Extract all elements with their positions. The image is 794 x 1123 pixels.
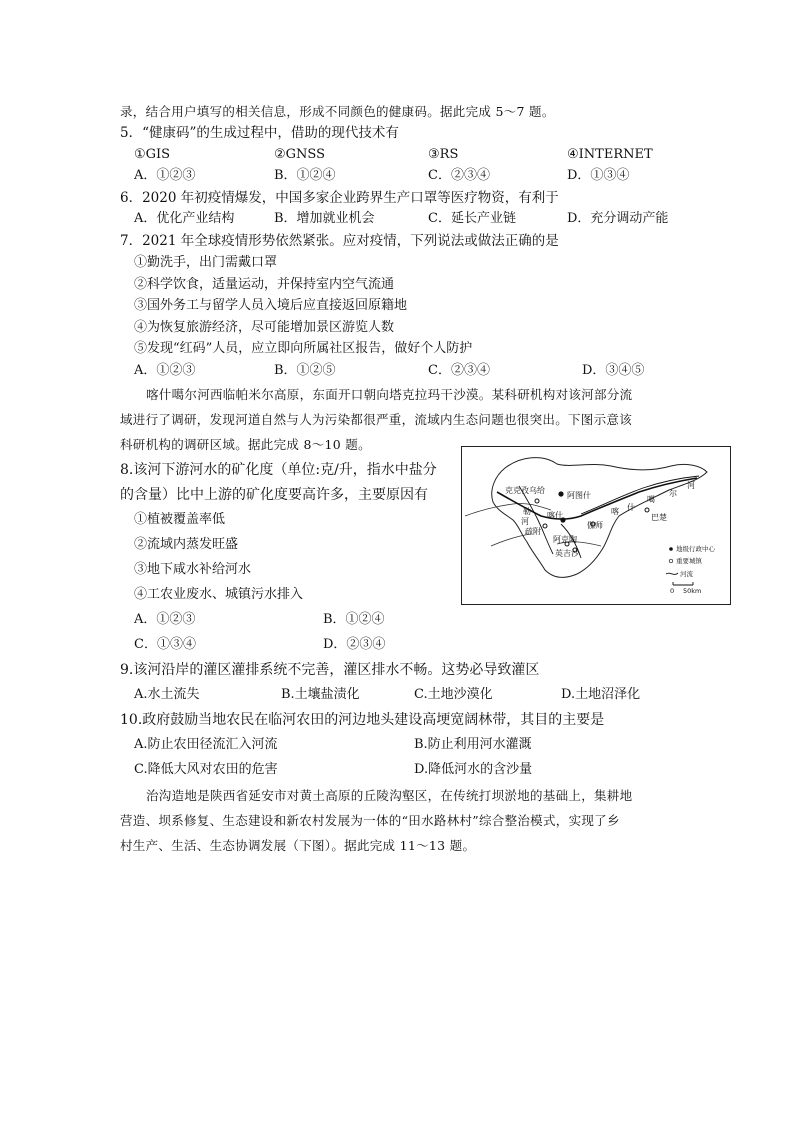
svg-text:地级行政中心: 地级行政中心 <box>676 545 715 553</box>
map-label: 什 <box>627 503 635 512</box>
map-label: 噶 <box>647 495 655 504</box>
city-marker-atushi <box>558 491 563 496</box>
passage-3-line: 治沟造地是陕西省延安市对黄土高原的丘陵沟壑区，在传统打坝淤地的基础上，集耕地 <box>146 788 633 803</box>
q9-option-a: A.水土流失 <box>134 687 200 702</box>
q9-option-c: C.土地沙漠化 <box>414 687 493 702</box>
q6-option-b: B．增加就业机会 <box>274 211 375 226</box>
question-9-stem: 9.该河沿岸的灌区灌排系统不完善，灌区排水不畅。这势必导致灌区 <box>120 662 540 678</box>
svg-text:重要城镇: 重要城镇 <box>676 557 702 565</box>
question-10-stem: 10.政府鼓励当地农民在临河农田的河边地头建设高埂宽阔林带，其目的主要是 <box>120 712 605 728</box>
q5-item: ①GIS <box>134 147 171 162</box>
map-label: 勒 <box>523 507 531 516</box>
q5-option-b: B．①②④ <box>274 168 336 183</box>
map-label: 英吉沙 <box>555 549 579 558</box>
question-5-stem: 5．“健康码”的生成过程中，借助的现代技术有 <box>120 125 399 141</box>
map-label: 河 <box>687 481 695 490</box>
q6-option-a: A．优化产业结构 <box>134 211 235 226</box>
town-marker <box>535 499 539 503</box>
q9-option-b: B.土壤盐渍化 <box>281 687 360 702</box>
map-label: 伽师 <box>587 521 603 530</box>
map-label: 喀什 <box>547 511 563 520</box>
q6-option-c: C．延长产业链 <box>428 211 516 226</box>
map-label: 疏附 <box>525 527 541 536</box>
q9-option-d: D.土地沼泽化 <box>561 687 641 702</box>
intro-tail: 录，结合用户填写的相关信息，形成不同颜色的健康码。据此完成 5～7 题。 <box>120 104 555 119</box>
q7-option-a: A．①②③ <box>134 363 196 378</box>
q8-option-b: B．①②④ <box>323 612 385 627</box>
question-7-stem: 7．2021 年全球疫情形势依然紧张。应对疫情，下列说法或做法正确的是 <box>120 233 559 249</box>
passage-3-line: 营造、坝系修复、生态建设和新农村发展为一体的“田水路林村”综合整治模式，实现了乡 <box>120 813 620 828</box>
map-label: 喀 <box>611 507 619 516</box>
q7-item: ④为恢复旅游经济，尽可能增加景区游览人数 <box>134 320 395 335</box>
q10-option-d: D.降低河水的含沙量 <box>414 762 533 777</box>
q5-item: ③RS <box>428 147 459 162</box>
q7-option-c: C．②③④ <box>428 363 490 378</box>
map-label: 尔 <box>669 489 677 498</box>
svg-text:0: 0 <box>670 587 675 595</box>
q8-item: ③地下咸水补给河水 <box>134 562 252 577</box>
svg-text:50km: 50km <box>683 587 702 595</box>
map-label: 克孜乌给 <box>513 486 545 495</box>
map-label: 阿克陶 <box>553 535 577 544</box>
map-label: 河 <box>521 517 529 526</box>
q10-option-a: A.防止农田径流汇入河流 <box>134 737 278 752</box>
q8-option-d: D．②③④ <box>323 637 386 652</box>
passage-2-line: 喀什噶尔河西临帕米尔高原，东面开口朝向塔克拉玛干沙漠。某科研机构对该河部分流 <box>146 387 633 402</box>
town-marker <box>543 524 547 528</box>
map-label: 巴楚 <box>651 513 667 522</box>
q6-option-d: D．充分调动产能 <box>567 211 669 226</box>
question-8-stem-cont: 的含量）比中上游的矿化度要高许多，主要原因有 <box>120 487 428 503</box>
q7-item: ②科学饮食，适量运动，并保持室内空气流通 <box>134 277 395 292</box>
q8-item: ④工农业废水、城镇污水排入 <box>134 587 304 602</box>
q7-item: ①勤洗手，出门需戴口罩 <box>134 255 278 270</box>
q5-item: ②GNSS <box>274 147 325 162</box>
q5-option-c: C．②③④ <box>428 168 490 183</box>
map-label: 阿图什 <box>567 491 591 500</box>
passage-2-line: 科研机构的调研区域。据此完成 8～10 题。 <box>120 437 371 452</box>
kashgar-river-map <box>461 446 731 605</box>
q7-item: ③国外务工与留学人员入境后应直接返回原籍地 <box>134 298 408 313</box>
map-label: 克 <box>505 486 513 495</box>
q5-item: ④INTERNET <box>567 147 653 162</box>
passage-3-line: 村生产、生活、生态协调发展（下图）。据此完成 11～13 题。 <box>120 838 476 853</box>
passage-2-line: 域进行了调研，发现河道自然与人为污染都很严重，流域内生态问题也很突出。下图示意该 <box>120 412 633 427</box>
q7-option-b: B．①②⑤ <box>274 363 336 378</box>
q8-option-c: C．①③④ <box>134 637 196 652</box>
question-8-stem: 8.该河下游河水的矿化度（单位:克/升，指水中盐分 <box>120 462 437 478</box>
q8-item: ①植被覆盖率低 <box>134 512 226 527</box>
q8-option-a: A．①②③ <box>134 612 196 627</box>
q10-option-c: C.降低大风对农田的危害 <box>134 762 278 777</box>
q8-item: ②流域内蒸发旺盛 <box>134 537 239 552</box>
q10-option-b: B.防止利用河水灌溉 <box>414 737 532 752</box>
q7-item: ⑤发现“红码”人员，应立即向所属社区报告，做好个人防护 <box>134 341 473 356</box>
q7-option-d: D．③④⑤ <box>582 363 645 378</box>
svg-text:河流: 河流 <box>680 570 693 578</box>
question-6-stem: 6．2020 年初疫情爆发，中国多家企业跨界生产口罩等医疗物资，有利于 <box>120 190 559 206</box>
q5-option-d: D．①③④ <box>567 168 630 183</box>
q5-option-a: A．①②③ <box>134 168 196 183</box>
town-marker <box>645 508 649 512</box>
